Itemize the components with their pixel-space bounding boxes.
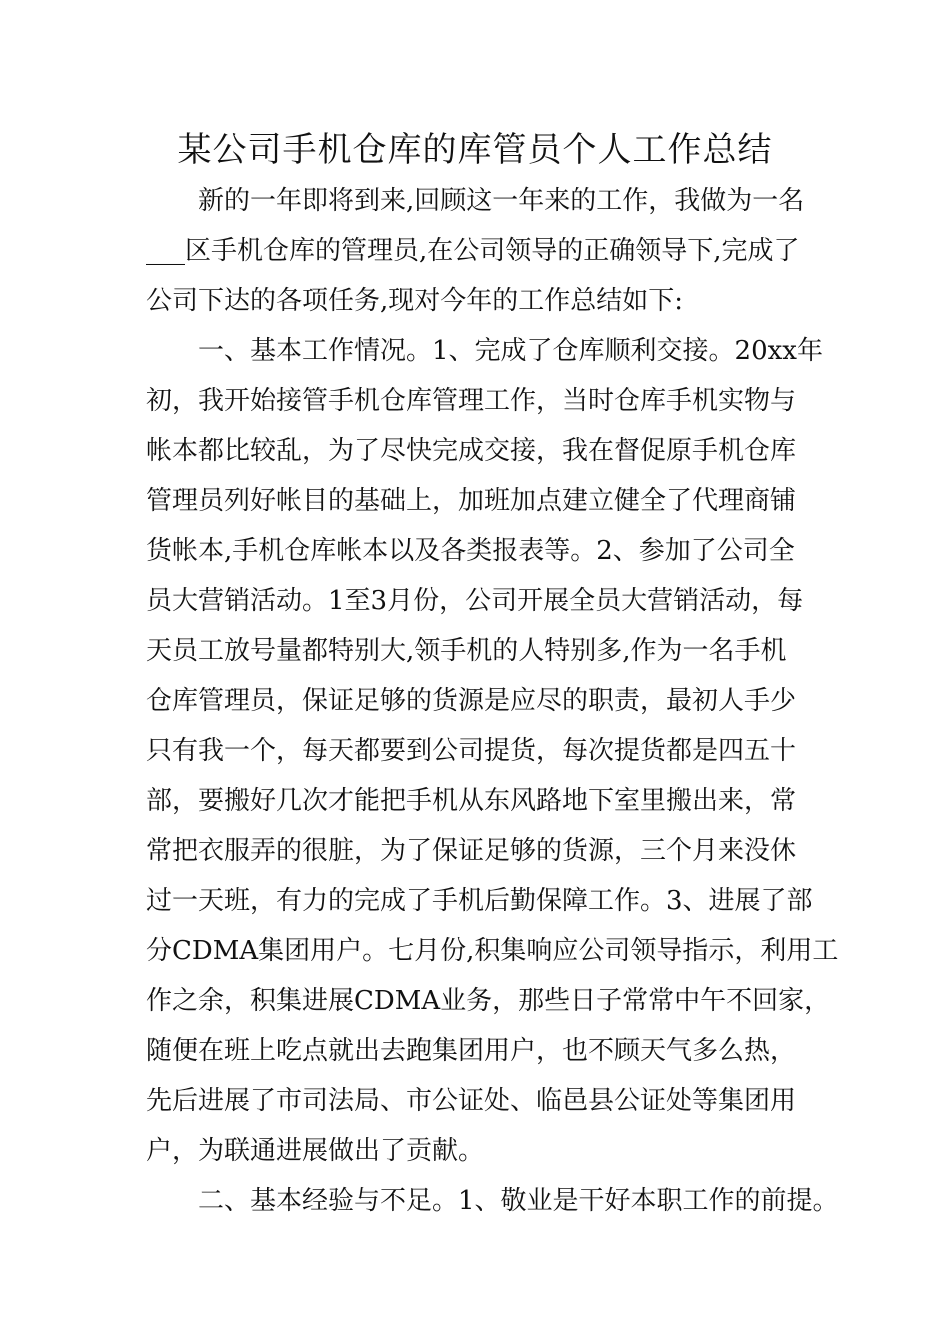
paragraph-2-line-2: 初，我开始接管手机仓库管理工作，当时仓库手机实物与 (146, 386, 797, 416)
paragraph-2-line-12: 过一天班，有力的完成了手机后勤保障工作。3、进展了部 (146, 886, 813, 916)
paragraph-2-line-16: 先后进展了市司法局、市公证处、临邑县公证处等集团用 (146, 1086, 797, 1116)
paragraph-2-line-6: 员大营销活动。1至3月份，公司开展全员大营销活动，每 (146, 586, 804, 616)
paragraph-2-line-5: 货帐本,手机仓库帐本以及各类报表等。2、参加了公司全 (146, 536, 795, 566)
paragraph-2-line-15: 随便在班上吃点就出去跑集团用户，也不顾天气多么热， (146, 1036, 797, 1066)
paragraph-2-line-1: 一、基本工作情况。1、完成了仓库顺利交接。20xx年 (198, 336, 823, 366)
paragraph-3-line-1: 二、基本经验与不足。1、敬业是干好本职工作的前提。 (198, 1186, 839, 1216)
document-title: 某公司手机仓库的库管员个人工作总结 (177, 130, 773, 170)
paragraph-2-line-7: 天员工放号量都特别大,领手机的人特别多,作为一名手机 (146, 636, 787, 666)
paragraph-1-line-1: 新的一年即将到来,回顾这一年来的工作，我做为一名 (198, 186, 805, 216)
paragraph-2-line-10: 部，要搬好几次才能把手机从东风路地下室里搬出来，常 (146, 786, 797, 816)
paragraph-2-line-17: 户，为联通进展做出了贡献。 (146, 1136, 485, 1166)
paragraph-2-line-3: 帐本都比较乱，为了尽快完成交接，我在督促原手机仓库 (146, 436, 797, 466)
paragraph-2-line-8: 仓库管理员，保证足够的货源是应尽的职责，最初人手少 (146, 686, 797, 716)
paragraph-1-line-3: 公司下达的各项任务,现对今年的工作总结如下: (146, 286, 684, 316)
paragraph-2-line-9: 只有我一个，每天都要到公司提货，每次提货都是四五十 (146, 736, 797, 766)
paragraph-1-line-2: ___区手机仓库的管理员,在公司领导的正确领导下,完成了 (146, 236, 800, 266)
paragraph-2-line-13: 分CDMA集团用户。七月份,积集响应公司领导指示，利用工 (146, 936, 839, 966)
paragraph-2-line-4: 管理员列好帐目的基础上，加班加点建立健全了代理商铺 (146, 486, 797, 516)
paragraph-2-line-14: 作之余，积集进展CDMA业务，那些日子常常中午不回家， (146, 986, 831, 1016)
paragraph-2-line-11: 常把衣服弄的很脏，为了保证足够的货源，三个月来没休 (146, 836, 797, 866)
